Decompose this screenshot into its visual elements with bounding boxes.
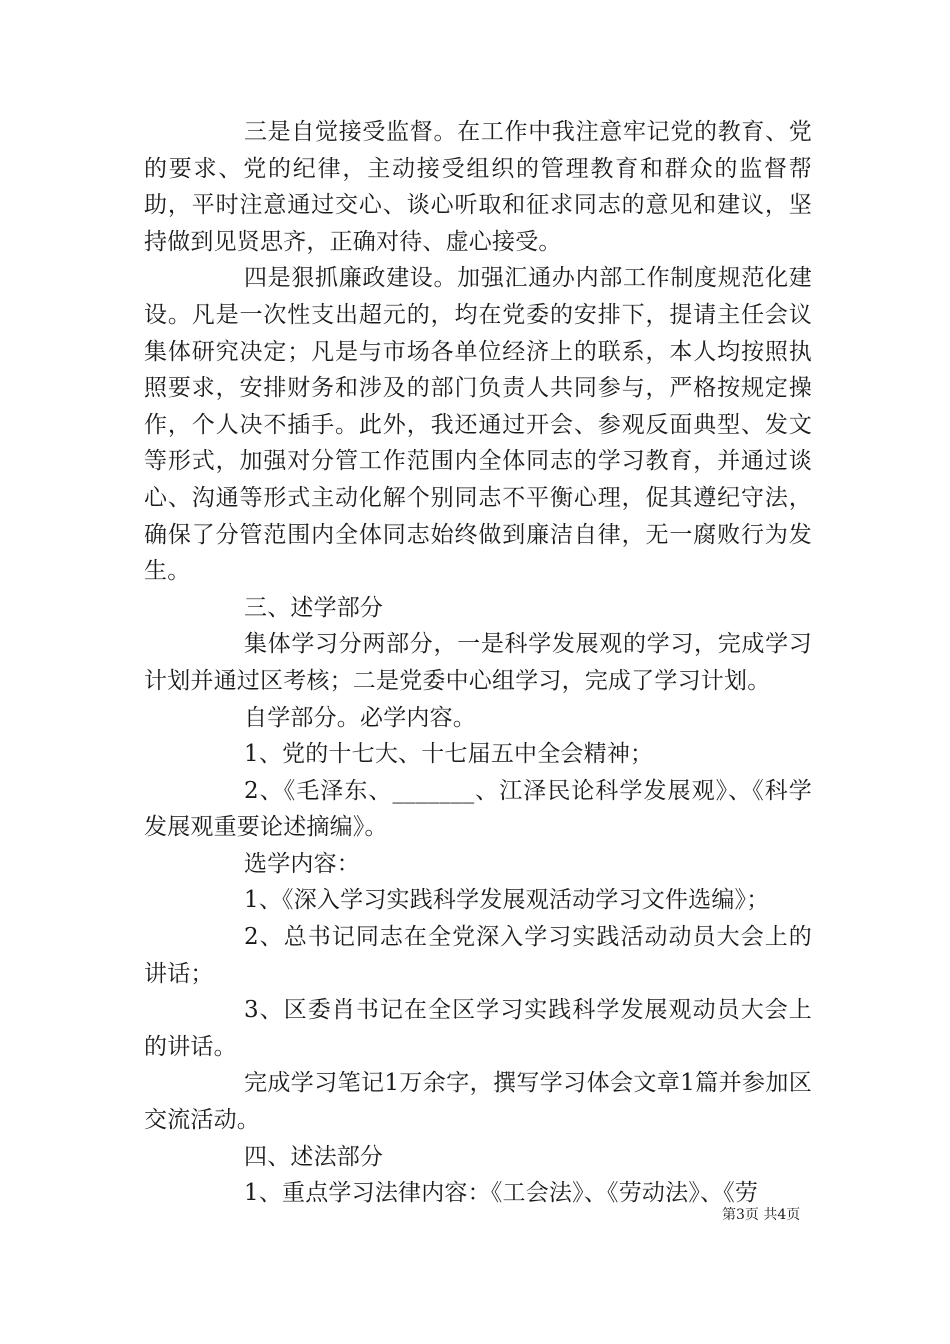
list-item-optional-1: 1、《深入学习实践科学发展观活动学习文件选编》；: [244, 887, 770, 914]
paragraph-optional-study: 选学内容：: [244, 850, 360, 877]
paragraph-supervision: 三是自觉接受监督。在工作中我注意牢记党的教育、党的要求、党的纪律，主动接受组织的管理教育和群众的监督帮助，平时注意通过交心、谈心听取和征求同志的意见和建议，坚持做到见贤思齐，正确对待、虚心接受。: [144, 119, 812, 255]
section-heading-study: 三、述学部分: [244, 594, 384, 621]
paragraph-notes: 完成学习笔记1万余字，撰写学习体会文章1篇并参加区交流活动。: [144, 1070, 812, 1134]
paragraph-self-study: 自学部分。必学内容。: [244, 704, 476, 731]
paragraph-integrity: 四是狠抓廉政建设。加强汇通办内部工作制度规范化建设。凡是一次性支出超元的，均在党委的安排下，提请主任会议集体研究决定；凡是与市场各单位经济上的联系，本人均按照执照要求，安排财务和涉及的部门负责人共同参与，严格按规定操作，个人决不插手。此外，我还通过开会、参观反面典型、发文等形式，加强对分管工作范围内全体同志的学习教育，并通过谈心、沟通等形式主动化解个别同志不平衡心理，促其遵纪守法，确保了分管范围内全体同志始终做到廉洁自律，无一腐败行为发生。: [144, 265, 812, 585]
list-item-required-1: 1、党的十七大、十七届五中全会精神；: [244, 741, 654, 768]
list-item-optional-3: 3、区委肖书记在全区学习实践科学发展观动员大会上的讲话。: [144, 997, 812, 1060]
list-item-law-1: 1、重点学习法律内容：《工会法》、《劳动法》、《劳: [244, 1180, 759, 1207]
section-heading-law: 四、述法部分: [244, 1143, 384, 1170]
page-number: 第3页 共4页: [722, 1207, 801, 1223]
document-body: [144, 114, 812, 1212]
list-item-required-2: 2、《毛泽东、_______、江泽民论科学发展观》、《科学发展观重要论述摘编》。: [144, 777, 812, 841]
paragraph-group-study: 集体学习分两部分，一是科学发展观的学习，完成学习计划并通过区考核；二是党委中心组学习，完成了学习计划。: [144, 631, 812, 694]
list-item-optional-2: 2、总书记同志在全党深入学习实践活动动员大会上的讲话；: [144, 924, 812, 987]
